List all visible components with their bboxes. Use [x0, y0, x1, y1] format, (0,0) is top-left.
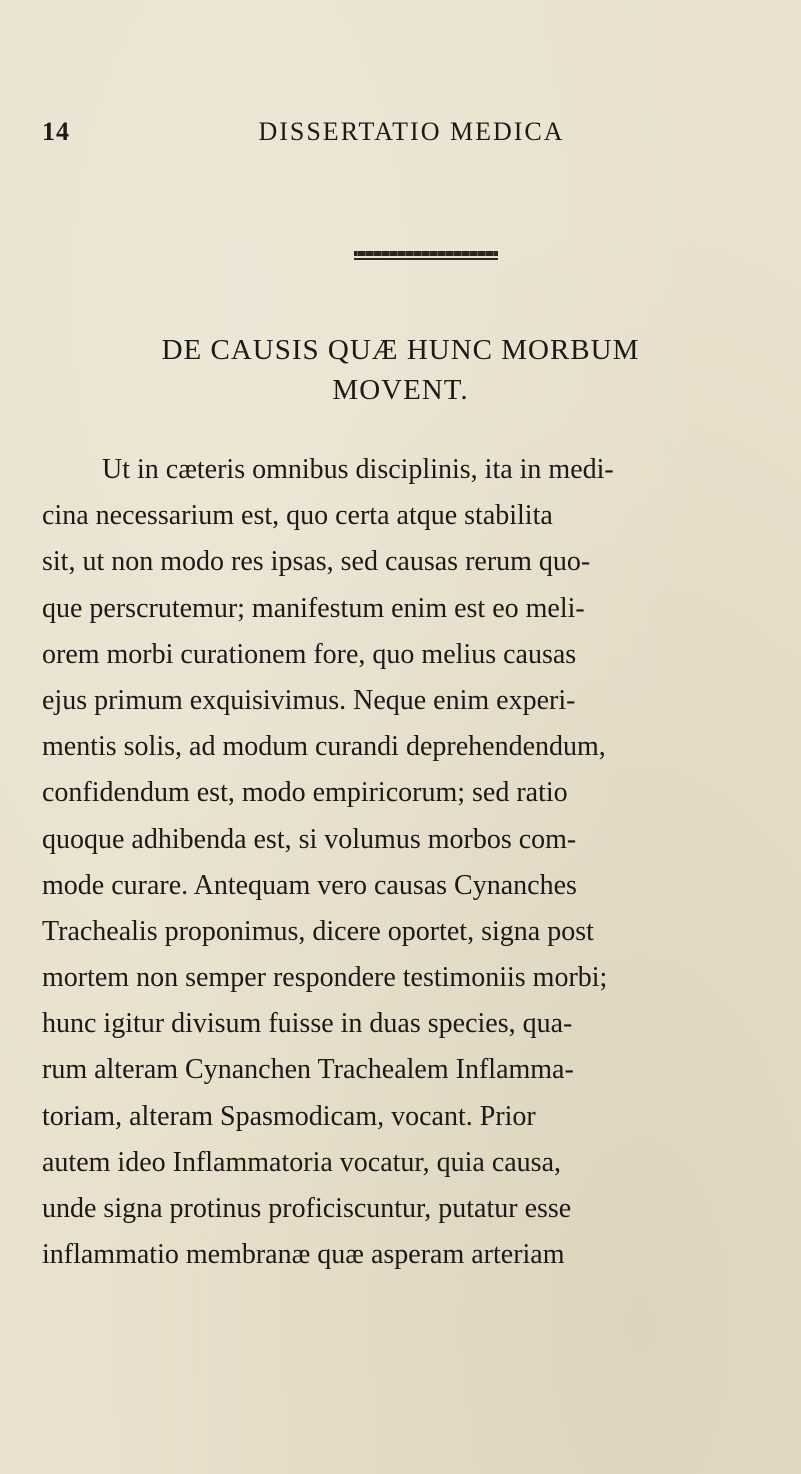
text-line: cina necessarium est, quo certa atque stabilita: [42, 500, 553, 532]
text-line: sit, ut non modo res ipsas, sed causas rerum quo-: [42, 546, 591, 578]
ornament-line: [354, 258, 498, 260]
text-line: mortem non semper respondere testimoniis morbi;: [42, 962, 608, 994]
text-line: inflammatio membranæ quæ asperam arteriam: [42, 1239, 565, 1271]
ornament-rule: [354, 251, 498, 261]
text-line: unde signa protinus proficiscuntur, putatur esse: [42, 1193, 572, 1224]
text-line: toriam, alteram Spasmodicam, vocant. Prior: [42, 1100, 536, 1132]
running-head: [42, 117, 741, 157]
text-line: que perscrutemur; manifestum enim est eo meli-: [42, 592, 585, 624]
text-line: Trachealis proponimus, dicere oportet, signa post: [42, 915, 594, 947]
text-line: mode curare. Antequam vero causas Cynanches: [42, 869, 577, 901]
text-line: orem morbi curationem fore, quo melius causas: [42, 638, 577, 670]
section-title-line-2: MOVENT.: [332, 374, 469, 406]
ornament-band: [354, 251, 498, 256]
text-line: autem ideo Inflammatoria vocatur, quia causa,: [42, 1146, 561, 1178]
text-line: ejus primum exquisivimus. Neque enim experi-: [42, 684, 576, 716]
body-paragraph: [42, 447, 778, 1278]
running-head-title: DISSERTATIO MEDICA: [258, 117, 565, 146]
text-line: quoque adhibenda est, si volumus morbos com-: [42, 823, 577, 855]
text-line: mentis solis, ad modum curandi deprehendendum,: [42, 731, 606, 763]
section-title: [60, 330, 741, 410]
page-number: 14: [42, 117, 70, 146]
text-line: confidendum est, modo empiricorum; sed ratio: [42, 777, 568, 809]
text-line: Ut in cæteris omnibus disciplinis, ita in medi-: [102, 454, 614, 485]
section-title-line-1: DE CAUSIS QUÆ HUNC MORBUM: [161, 334, 640, 366]
text-line: hunc igitur divisum fuisse in duas species, qua-: [42, 1008, 573, 1040]
text-line: rum alteram Cynanchen Trachealem Inflamma-: [42, 1054, 574, 1086]
